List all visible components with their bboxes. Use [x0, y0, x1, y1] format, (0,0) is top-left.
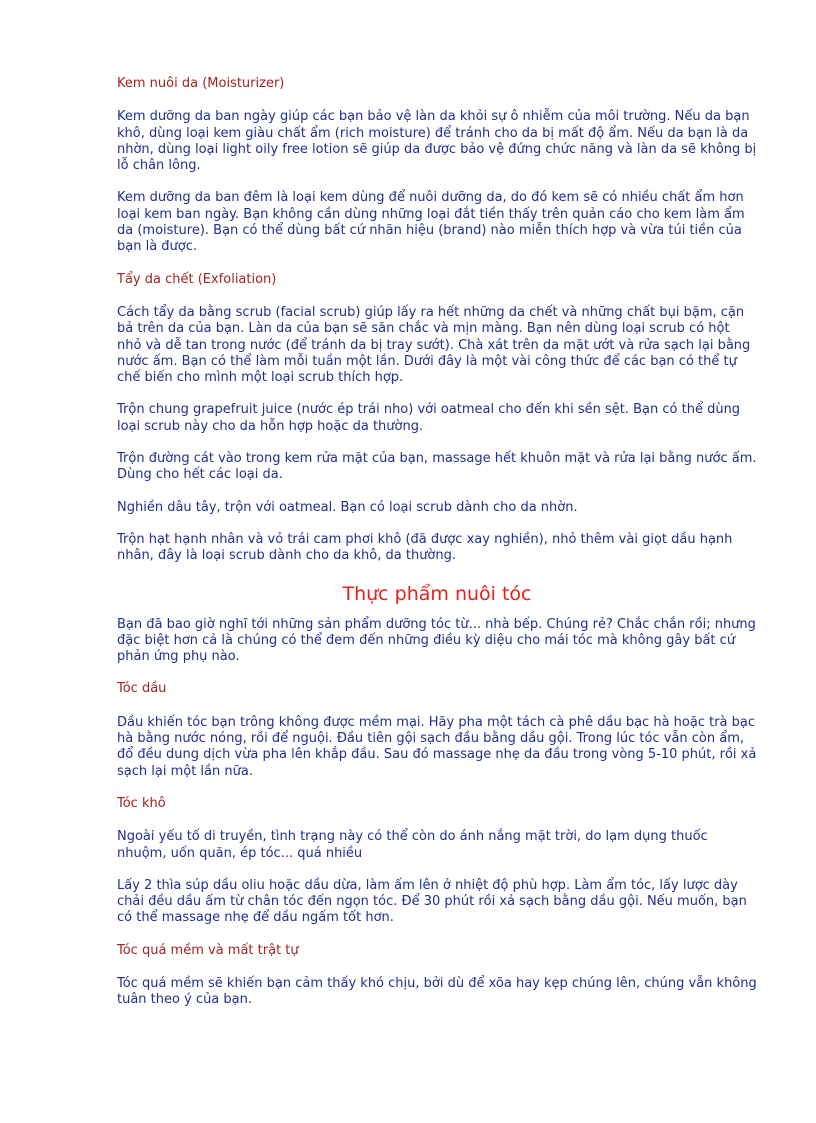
oily-hair-paragraph: Dầu khiến tóc bạn trông không được mềm mại. Hãy pha một tách cà phê dầu bạc hà hoặc trà bạc hà bằng nước nóng, rồi để nguội. Đầu tiên gội sạch đầu bằng dầu gội. Trong lúc tóc vẫn còn ẩm, đổ đều dung dịch vừa pha lên khắp đầu. Sau đó massage nhẹ da đầu trong vòng 5-10 phút, rồi xả sạch lại một lần nữa. — [117, 714, 757, 779]
exfoliation-recipe-grapefruit: Trộn chung grapefruit juice (nước ép trái nho) với oatmeal cho đến khi sền sệt. Bạn có thể dùng loại scrub này cho da hỗn hợp hoặc da thường. — [117, 402, 741, 434]
dry-hair-paragraph-remedy: Lấy 2 thìa súp dầu oliu hoặc dầu dừa, làm ấm lên ở nhiệt độ phù hợp. Làm ẩm tóc, lấy lược dày chải đều dầu ấm từ chân tóc đến ngọn tóc. Để 30 phút rồi xả sạch bằng dầu gội. Nếu muốn, bạn có thể massage nhẹ để dầu ngấm tốt hơn. — [117, 877, 747, 926]
soft-hair-paragraph: Tóc quá mềm sẽ khiến bạn cảm thấy khó chịu, bởi dù để xõa hay kẹp chúng lên, chúng vẫn không tuân theo ý của bạn. — [117, 975, 757, 1008]
document-page — [117, 76, 757, 1009]
moisturizer-paragraph-night: Kem dưỡng da ban đêm là loại kem dùng để nuôi dưỡng da, do đó kem sẽ có nhiều chất ẩm hơn loại kem ban ngày. Bạn không cần dùng những loại đắt tiền thấy trên quản cáo cho kem làm ẩm da (moisture). Bạn có thể dùng bất cứ nhãn hiệu (brand) nào miễn thích hợp và vừa túi tiền của bạn là được. — [117, 190, 745, 255]
soft-hair-heading: Tóc quá mềm và mất trật tự — [117, 942, 299, 958]
exfoliation-recipe-almond: Trộn hạt hạnh nhân và vỏ trái cam phơi khô (đã được xay nghiền), nhỏ thêm vài giọt dầu hạnh nhân, đây là loại scrub dành cho da khô, da thường. — [117, 531, 733, 564]
dry-hair-heading: Tóc khô — [117, 795, 166, 811]
moisturizer-heading: Kem nuôi da (Moisturizer) — [117, 76, 285, 91]
exfoliation-paragraph-intro: Cách tẩy da bằng scrub (facial scrub) giúp lấy ra hết những da chết và những chất bụi bặm, cặn bả trên da của bạn. Làn da của bạn sẽ săn chắc và mịn màng. Bạn nên dùng loại scrub có hột nhỏ và dễ tan trong nước (để tránh da bị tray sướt). Chà xát trên da mặt ướt và rửa sạch lại bằng nước ấm. Bạn có thể làm mỗi tuần một lần. Dưới đây là một vài công thức để các bạn có thể tự chế biến cho mình một loại scrub thích hợp. — [117, 304, 751, 386]
oily-hair-heading: Tóc dầu — [117, 681, 167, 697]
dry-hair-paragraph-causes: Ngoài yếu tố di truyền, tình trạng này có thể còn do ánh nắng mặt trời, do lạm dụng thuốc nhuộm, uốn quăn, ép tóc... quá nhiều — [117, 829, 708, 861]
exfoliation-recipe-strawberry: Nghiền dâu tây, trộn với oatmeal. Bạn có loại scrub dành cho da nhờn. — [117, 499, 578, 515]
exfoliation-recipe-sugar: Trộn đường cát vào trong kem rửa mặt của bạn, massage hết khuôn mặt và rửa lại bằng nước ấm. Dùng cho hết các loại da. — [117, 451, 757, 483]
hair-intro-paragraph: Bạn đã bao giờ nghĩ tới những sản phẩm dưỡng tóc từ... nhà bếp. Chúng rẻ? Chắc chắn rồi; nhưng đặc biệt hơn cả là chúng có thể đem đến những điều kỳ diệu cho mái tóc mà không gây bất cứ phản ứng phụ nào. — [117, 616, 756, 665]
moisturizer-paragraph-day: Kem dưỡng da ban ngày giúp các bạn bảo vệ làn da khỏi sự ô nhiễm của môi trường. Nếu da bạn khô, dùng loại kem giàu chất ẩm (rich moisture) để tránh cho da bị mất độ ẩm. Nếu da bạn là da nhờn, dùng loại light oily free lotion sẽ giúp da được bảo vệ đứng chức năng và làn da sẽ không bị lỗ chân lông. — [117, 109, 757, 174]
hair-section-title: Thực phẩm nuôi tóc — [342, 582, 532, 605]
exfoliation-heading: Tẩy da chết (Exfoliation) — [117, 271, 277, 287]
